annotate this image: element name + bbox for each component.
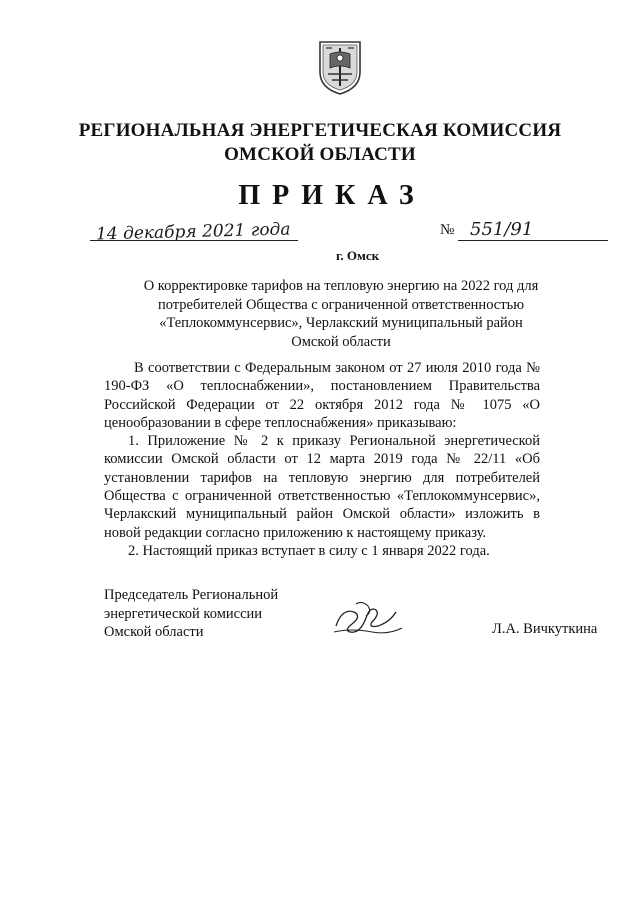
signatory-name: Л.А. Вичкуткина <box>492 621 598 637</box>
handwritten-date: 14 декабря 2021 года <box>95 219 291 245</box>
document-type-title: ПРИКАЗ <box>238 180 426 211</box>
order-subject <box>120 277 562 351</box>
order-item-1: 1. Приложение № 2 к приказу Региональной энергетической комиссии Омской области от 12 марта 2019 года № 22/11 «Об установлении тарифов на тепловую энергию для потребителей Общества с ограниченной ответственностью «Теплокоммунсервис», Черлакский муниципальный район Омской области» изложить в новой редакции согласно приложению к настоящему приказу. <box>104 433 540 541</box>
organization-name-line2: ОМСКОЙ ОБЛАСТИ <box>224 144 416 165</box>
order-item-2: 2. Настоящий приказ вступает в силу с 1 января 2022 года. <box>128 542 490 559</box>
subject-line: Омской области <box>291 333 391 350</box>
handwritten-signature-icon <box>332 598 406 638</box>
preamble-paragraph: В соответствии с Федеральным законом от 27 июля 2010 года № 190-ФЗ «О теплоснабжении», постановлением Правительства Российской Федерации от 22 октября 2012 года № 1075 «О ценообразовании в сфере теплоснабжения» приказываю: <box>104 360 540 431</box>
handwritten-order-number: 551/91 <box>470 219 534 240</box>
organization-name-line1: РЕГИОНАЛЬНАЯ ЭНЕРГЕТИЧЕСКАЯ КОМИССИЯ <box>78 120 562 141</box>
number-underline <box>458 240 608 241</box>
position-line: Омской области <box>104 624 204 640</box>
date-underline <box>90 240 298 241</box>
position-line: Председатель Региональной <box>104 587 279 603</box>
subject-line: «Теплокоммунсервис», Черлакский муниципальный район <box>159 315 523 331</box>
order-body <box>104 359 540 560</box>
coat-of-arms-icon <box>316 38 364 96</box>
number-sign: № <box>440 222 455 238</box>
city-label: г. Омск <box>336 248 380 263</box>
subject-line: потребителей Общества с ограниченной ответственностью <box>157 296 525 313</box>
subject-line: О корректировке тарифов на тепловую энергию на 2022 год для <box>143 278 539 294</box>
position-line: энергетической комиссии <box>104 605 263 622</box>
signatory-position <box>104 586 278 642</box>
